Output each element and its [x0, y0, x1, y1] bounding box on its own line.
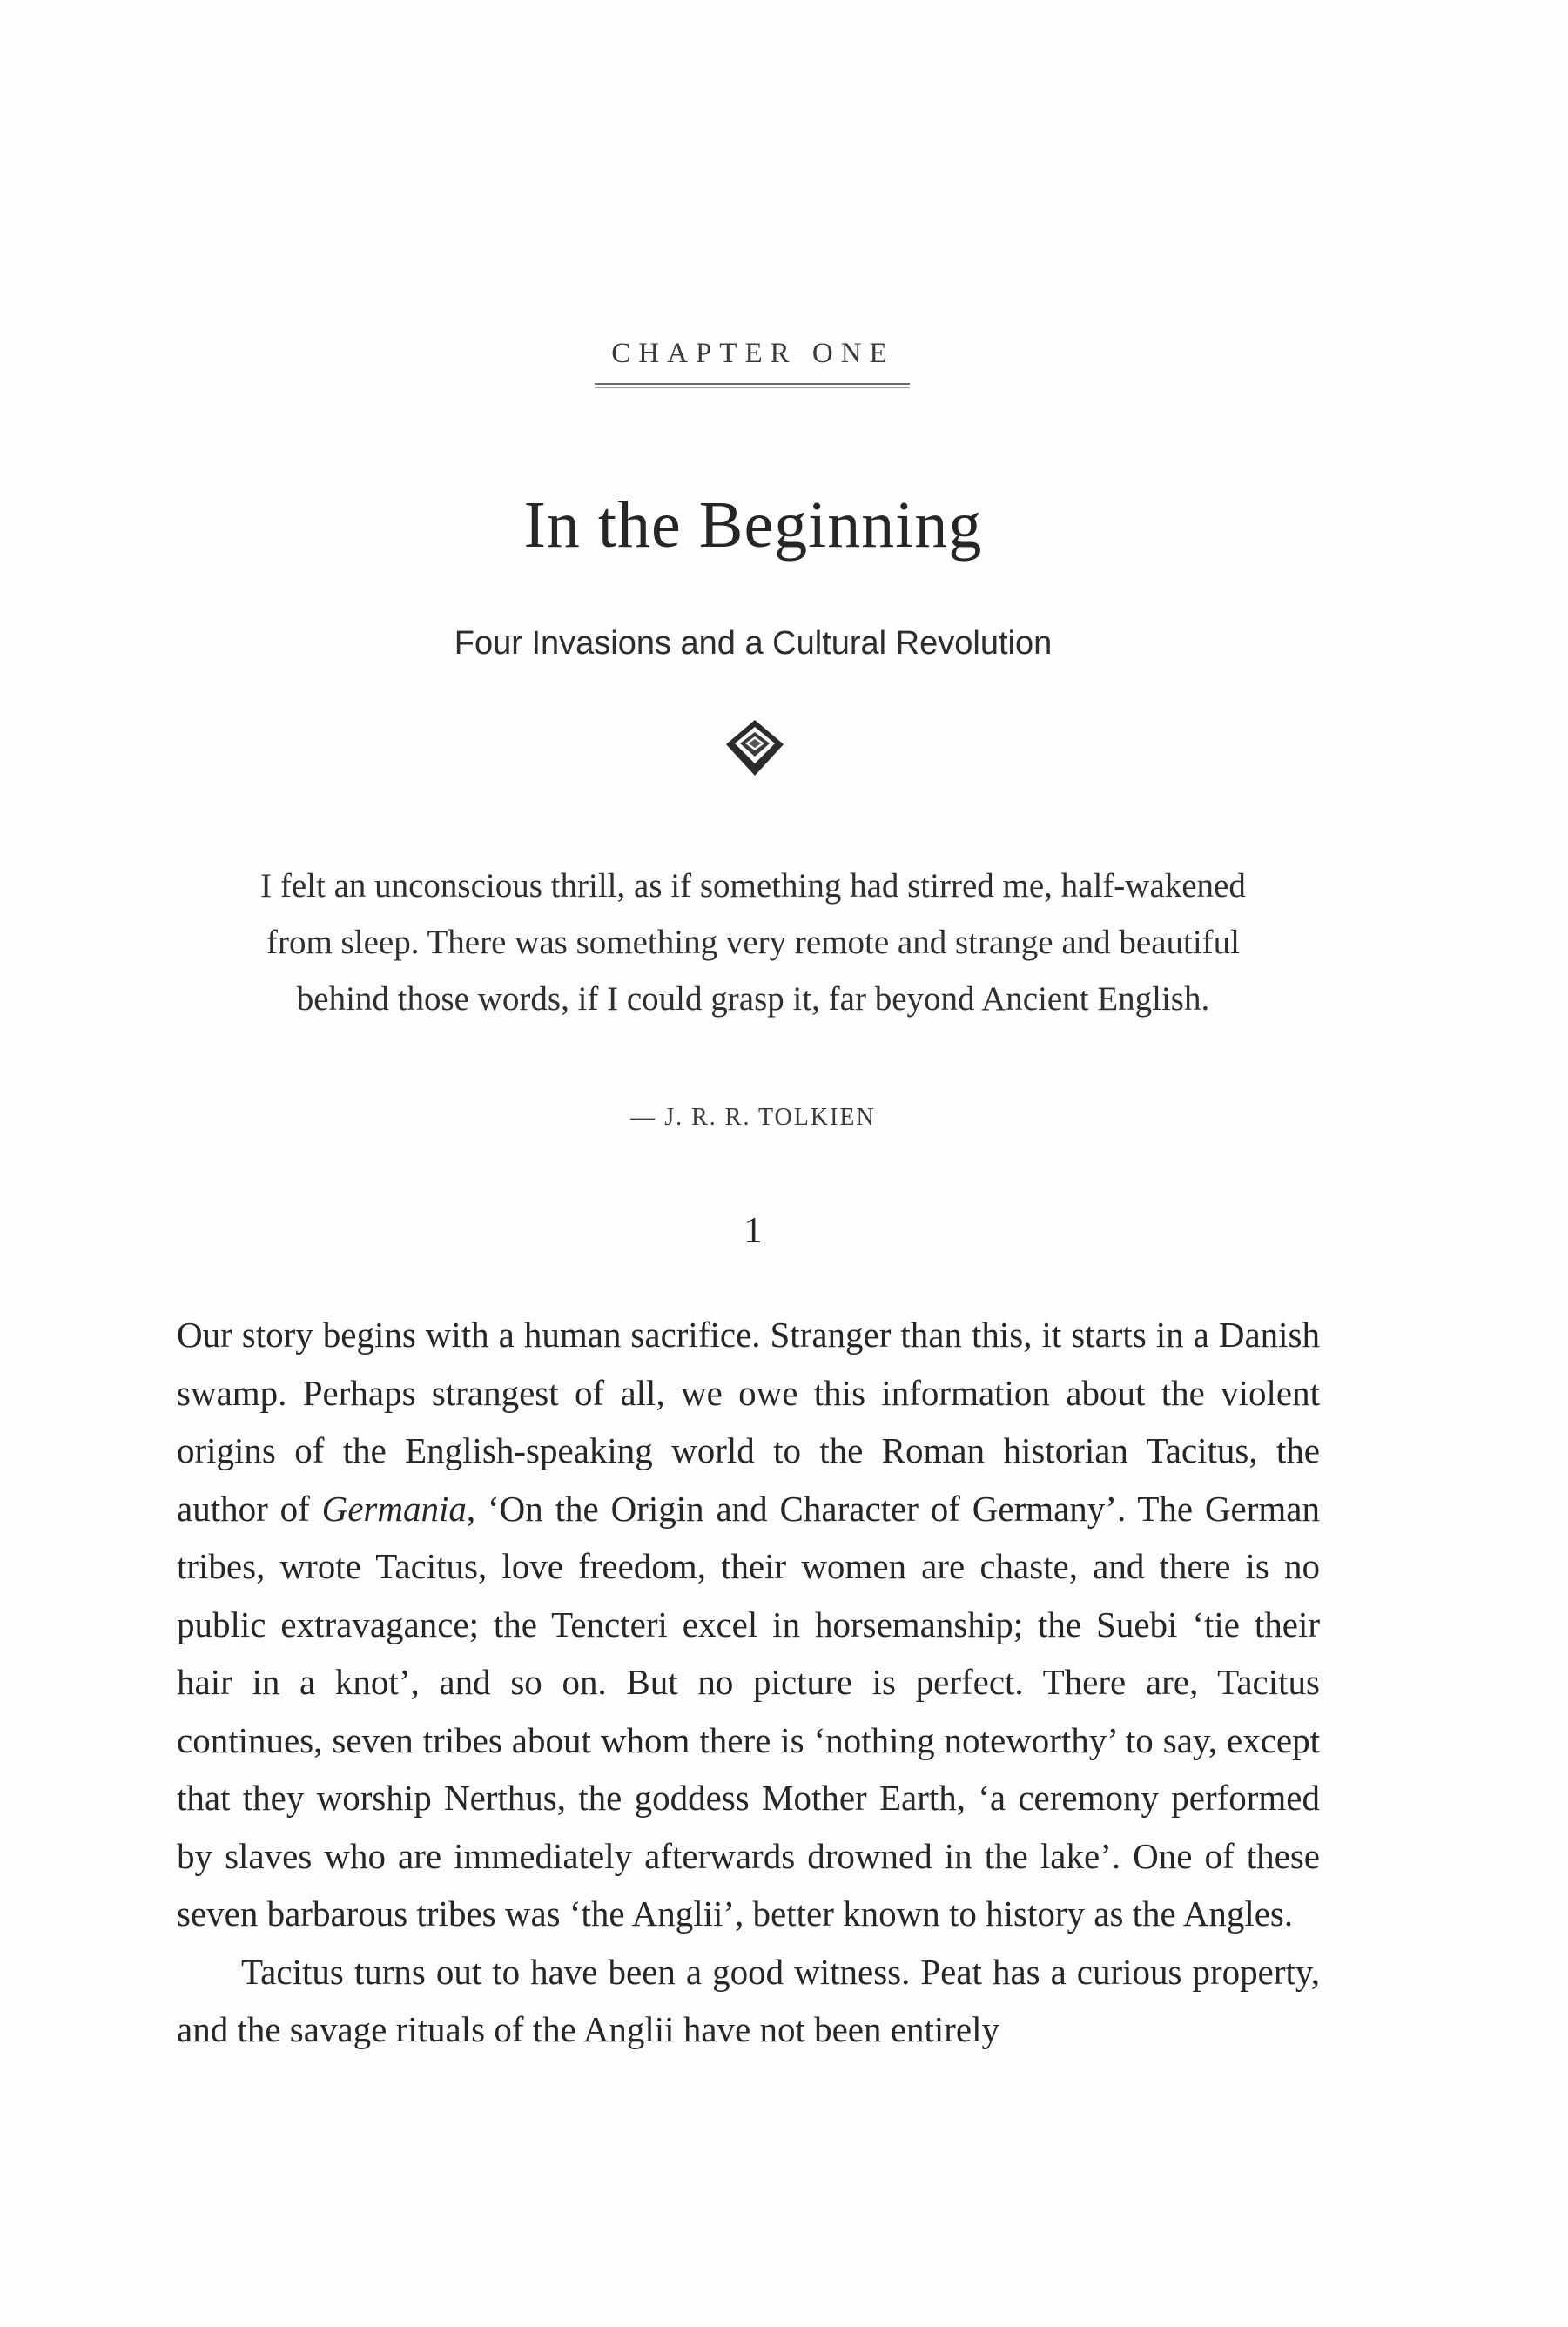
chapter-subtitle: Four Invasions and a Cultural Revolution: [454, 625, 1053, 662]
book-title-germania: Germania: [321, 1488, 467, 1529]
section-number: 1: [744, 1211, 763, 1251]
chapter-rule-divider: [595, 383, 910, 385]
body-paragraph: Tacitus turns out to have been a good witness. Peat has a curious property, and the savage rituals of the Anglii have not been entirely: [177, 1951, 1320, 2049]
body-paragraph-text: Our story begins with a human sacrifice. Stranger than this, it starts in a Danish swamp. Perhaps strangest of all, we owe this information about the violent origins of the English-speaking world to the Roman historian Tacitus, the author of: [177, 1315, 1320, 1529]
body-text: [177, 1306, 1320, 2059]
chapter-title: In the Beginning: [523, 488, 983, 562]
epigraph-author: — J. R. R. TOLKIEN: [630, 1104, 876, 1131]
body-paragraph-text: , ‘On the Origin and Character of Germany’. The German tribes, wrote Tacitus, love freedom, their women are chaste, and there is no public extravagance; the Tencteri excel in horsemanship; the Suebi ‘tie their hair in a knot’, and so on. But no picture is perfect. There are, Tacitus continues, seven tribes about whom there is ‘nothing noteworthy’ to say, except that they worship Nerthus, the goddess Mother Earth, ‘a ceremony performed by slaves who are immediately afterwards drowned in the lake’. One of these seven barbarous tribes was ‘the Anglii’, better known to history as the Angles.: [177, 1488, 1320, 1934]
chapter-label: CHAPTER ONE: [611, 338, 895, 369]
diamond-ornament-icon: [723, 718, 787, 777]
body-paragraph: [177, 1306, 1320, 1943]
epigraph-quote: I felt an unconscious thrill, as if something had stirred me, half-wakened from sleep. There was something very remote and strange and beautiful behind those words, if I could grasp it, far beyond Ancient English.: [260, 867, 1246, 1018]
